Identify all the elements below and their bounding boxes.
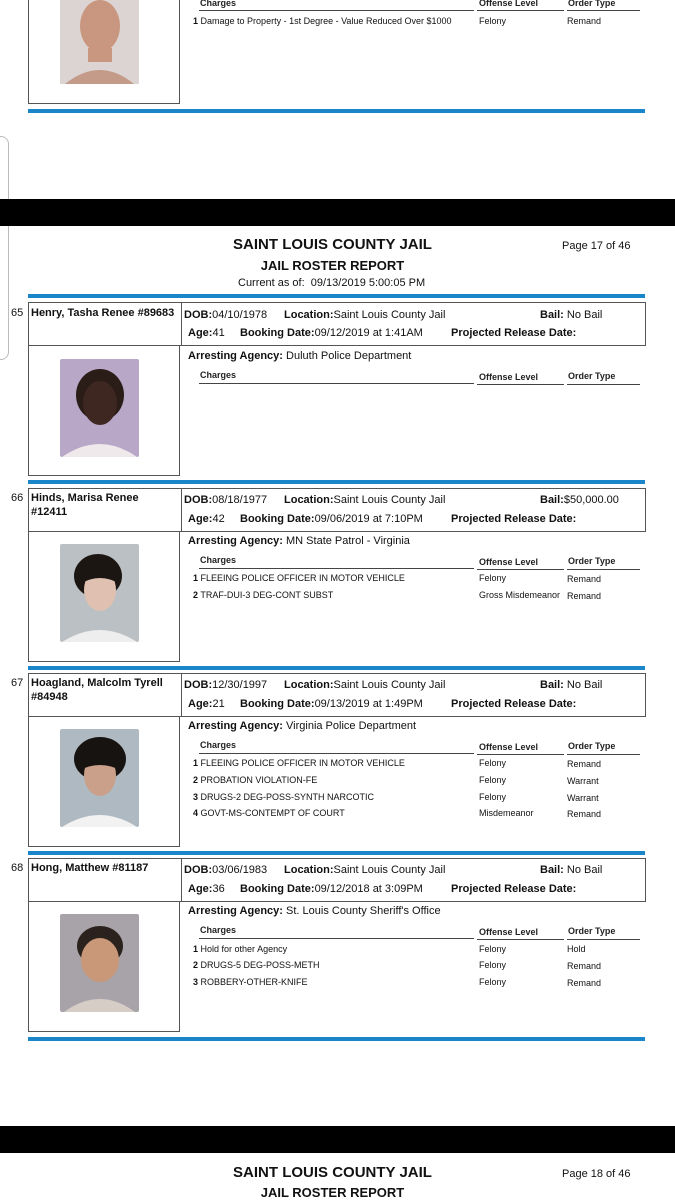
charge-row: 2 PROBATION VIOLATION-FE: [193, 775, 318, 785]
charge-row: 1 FLEEING POLICE OFFICER IN MOTOR VEHICLE: [193, 758, 405, 768]
section-divider: [28, 851, 645, 855]
bail-field: Bail: No Bail: [540, 864, 603, 876]
section-divider: [28, 294, 645, 298]
charge-order: Remand: [567, 16, 602, 26]
projected-release: Projected Release Date:: [451, 513, 577, 525]
arresting-agency: Arresting Agency: Duluth Police Department: [188, 350, 412, 362]
charge-order: Remand: [567, 759, 602, 769]
charge-level: Gross Misdemeanor: [479, 590, 561, 600]
charge-level: Felony: [479, 960, 507, 970]
order-type-header: Order Type: [568, 556, 616, 566]
charge-order: Warrant: [567, 793, 599, 803]
inmate-name: Henry, Tasha Renee #89683: [31, 307, 175, 319]
age-field: Age:36: [188, 883, 225, 895]
charge-level: Felony: [479, 16, 507, 26]
offense-level-header: Offense Level: [479, 372, 539, 382]
inmate-name: Hoagland, Malcolm Tyrell: [31, 677, 163, 689]
arresting-agency: Arresting Agency: St. Louis County Sheriff's Office: [188, 905, 441, 917]
projected-release: Projected Release Date:: [451, 883, 577, 895]
age-field: Age:41: [188, 327, 225, 339]
dob-field: DOB:08/18/1977: [184, 494, 268, 506]
offense-level-header: Offense Level: [479, 742, 539, 752]
inmate-id: #12411: [31, 506, 68, 518]
charge-row: 2 DRUGS-5 DEG-POSS-METH: [193, 960, 320, 970]
projected-release: Projected Release Date:: [451, 698, 577, 710]
booking-field: Booking Date:09/06/2019 at 7:10PM: [240, 513, 423, 525]
charge-level: Felony: [479, 977, 507, 987]
charges-header: Charges: [200, 925, 237, 935]
page-break: [0, 1126, 675, 1153]
order-type-header: Order Type: [568, 371, 616, 381]
inmate-number: 67: [11, 677, 24, 689]
charge-order: Warrant: [567, 776, 599, 786]
arresting-agency: Arresting Agency: MN State Patrol - Virginia: [188, 535, 410, 547]
charge-level: Misdemeanor: [479, 808, 534, 818]
charge-level: Felony: [479, 775, 507, 785]
order-type-header: Order Type: [568, 926, 616, 936]
location-field: Location:Saint Louis County Jail: [284, 309, 446, 321]
offense-level-header: Offense Level: [479, 557, 539, 567]
charge-level: Felony: [479, 944, 507, 954]
projected-release: Projected Release Date:: [451, 327, 577, 339]
mugshot: [60, 729, 139, 827]
charges-header: Charges: [200, 370, 237, 380]
inmate-name: Hinds, Marisa Renee: [31, 492, 139, 504]
report-subtitle: JAIL ROSTER REPORT: [260, 1185, 405, 1200]
report-subtitle: JAIL ROSTER REPORT: [260, 258, 405, 273]
charge-order: Remand: [567, 591, 602, 601]
arresting-agency: Arresting Agency: Virginia Police Department: [188, 720, 417, 732]
charges-header: Charges: [200, 555, 237, 565]
offense-level-header: Offense Level: [479, 0, 539, 8]
page-number: Page 17 of 46: [562, 240, 631, 252]
charges-header: Charges: [200, 740, 237, 750]
bail-field: Bail: No Bail: [540, 679, 603, 691]
section-divider: [28, 109, 645, 113]
charge-level: Felony: [479, 792, 507, 802]
charge-level: Felony: [479, 758, 507, 768]
mugshot: [60, 914, 139, 1012]
dob-field: DOB:12/30/1997: [184, 679, 268, 691]
location-field: Location:Saint Louis County Jail: [284, 494, 446, 506]
section-divider: [28, 480, 645, 484]
section-divider: [28, 666, 645, 670]
charge-row: 1 Hold for other Agency: [193, 944, 288, 954]
age-field: Age:21: [188, 698, 225, 710]
charge-row: 3 DRUGS-2 DEG-POSS-SYNTH NARCOTIC: [193, 792, 375, 802]
charges-header: Charges: [200, 0, 237, 8]
booking-field: Booking Date:09/13/2019 at 1:49PM: [240, 698, 423, 710]
previous-mugshot: [60, 0, 139, 84]
mugshot: [60, 544, 139, 642]
age-field: Age:42: [188, 513, 225, 525]
charge-row: 3 ROBBERY-OTHER-KNIFE: [193, 977, 308, 987]
charge-level: Felony: [479, 573, 507, 583]
offense-level-header: Offense Level: [479, 927, 539, 937]
page-number: Page 18 of 46: [562, 1168, 631, 1180]
charge-row: 4 GOVT-MS-CONTEMPT OF COURT: [193, 808, 345, 818]
charge-row: 1 FLEEING POLICE OFFICER IN MOTOR VEHICLE: [193, 573, 405, 583]
inmate-number: 65: [11, 307, 24, 319]
bail-field: Bail: No Bail: [540, 309, 603, 321]
dob-field: DOB:04/10/1978: [184, 309, 268, 321]
inmate-id: #84948: [31, 691, 68, 703]
dob-field: DOB:03/06/1983: [184, 864, 268, 876]
charge-order: Remand: [567, 961, 602, 971]
charge-order: Remand: [567, 978, 602, 988]
inmate-name: Hong, Matthew #81187: [31, 862, 149, 874]
charge-order: Remand: [567, 574, 602, 584]
charge-order: Hold: [567, 944, 586, 954]
mugshot: [60, 359, 139, 457]
charge-row: 1 Damage to Property - 1st Degree - Value Reduced Over $1000: [193, 16, 452, 26]
booking-field: Booking Date:09/12/2018 at 3:09PM: [240, 883, 423, 895]
report-title: SAINT LOUIS COUNTY JAIL: [233, 1164, 432, 1181]
current-as-of: Current as of: 09/13/2019 5:00:05 PM: [238, 277, 426, 289]
inmate-number: 68: [11, 862, 24, 874]
page-break: [0, 199, 675, 226]
inmate-number: 66: [11, 492, 24, 504]
report-title: SAINT LOUIS COUNTY JAIL: [233, 236, 432, 253]
bail-field: Bail:$50,000.00: [540, 494, 619, 506]
charge-row: 2 TRAF-DUI-3 DEG-CONT SUBST: [193, 590, 334, 600]
charge-order: Remand: [567, 809, 602, 819]
location-field: Location:Saint Louis County Jail: [284, 679, 446, 691]
booking-field: Booking Date:09/12/2019 at 1:41AM: [240, 327, 423, 339]
order-type-header: Order Type: [568, 0, 616, 8]
section-divider: [28, 1037, 645, 1041]
location-field: Location:Saint Louis County Jail: [284, 864, 446, 876]
order-type-header: Order Type: [568, 741, 616, 751]
